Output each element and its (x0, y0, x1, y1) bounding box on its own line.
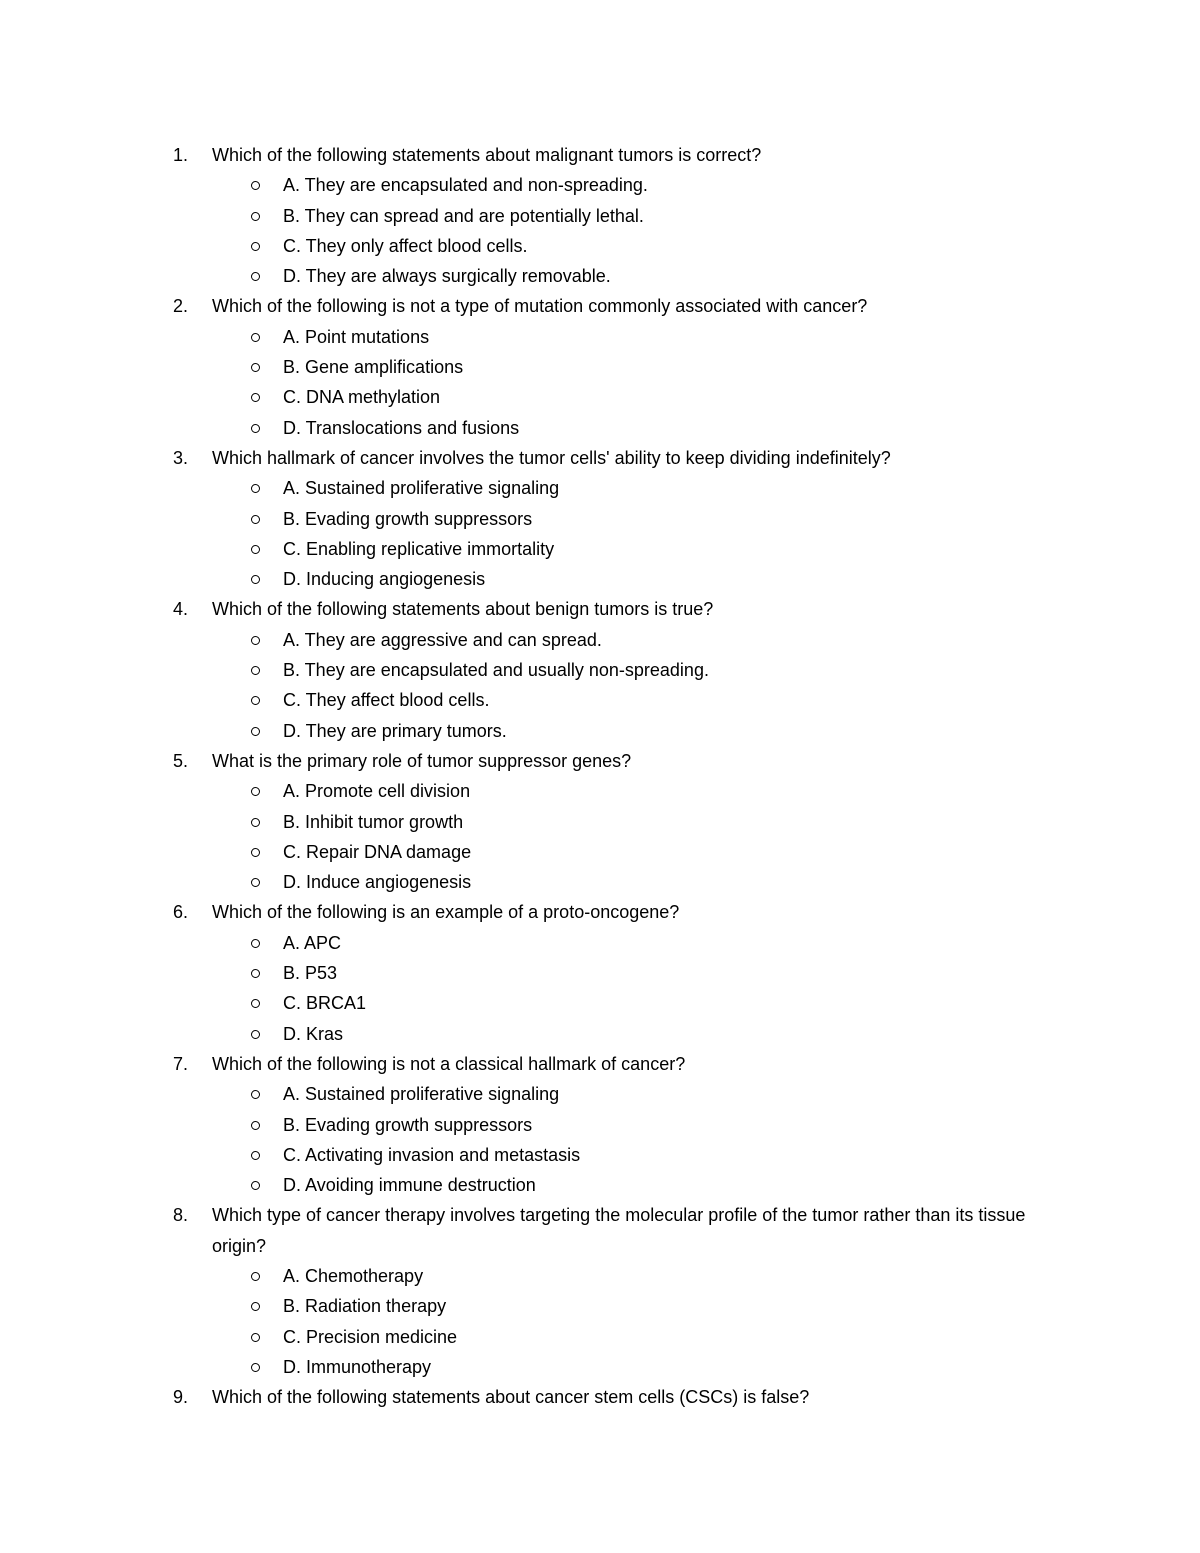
answer-option (0, 261, 1200, 291)
hollow-circle-bullet-icon (251, 666, 260, 675)
question-text: Which type of cancer therapy involves targeting the molecular profile of the tumor rather than its tissue origin? (212, 1205, 1026, 1256)
hollow-circle-bullet-icon (251, 878, 260, 887)
answer-options (0, 322, 1200, 443)
answer-option-text: C. Repair DNA damage (283, 841, 472, 862)
answer-option (0, 504, 1200, 534)
answer-option-text: A. APC (283, 932, 342, 953)
answer-options (0, 928, 1200, 1049)
answer-options (0, 170, 1200, 291)
answer-option-text: C. Enabling replicative immortality (283, 538, 555, 559)
answer-option-text: B. Inhibit tumor growth (283, 811, 464, 832)
answer-option-text: D. They are always surgically removable. (283, 266, 611, 287)
answer-option (0, 958, 1200, 988)
answer-option (0, 1352, 1200, 1382)
hollow-circle-bullet-icon (251, 636, 260, 645)
answer-option-text: D. Avoiding immune destruction (283, 1175, 536, 1196)
answer-option (0, 625, 1200, 655)
question-text: Which of the following is not a classical hallmark of cancer? (212, 1053, 686, 1074)
answer-option (0, 867, 1200, 897)
question-text: Which of the following statements about cancer stem cells (CSCs) is false? (212, 1387, 810, 1408)
answer-options (0, 1079, 1200, 1200)
answer-option-text: A. Promote cell division (283, 781, 471, 802)
question-item (0, 443, 1200, 594)
hollow-circle-bullet-icon (251, 363, 260, 372)
hollow-circle-bullet-icon (251, 515, 260, 524)
question-item (0, 140, 1200, 291)
hollow-circle-bullet-icon (251, 181, 260, 190)
answer-options (0, 1261, 1200, 1382)
answer-option-text: B. Gene amplifications (283, 357, 464, 378)
answer-option-text: A. They are encapsulated and non-spreading. (283, 175, 648, 196)
answer-option-text: C. Precision medicine (283, 1326, 458, 1347)
question-number: 2. (173, 296, 189, 317)
question-item (0, 1382, 1200, 1412)
answer-option-text: B. P53 (283, 963, 338, 984)
question-list (0, 140, 1200, 1412)
hollow-circle-bullet-icon (251, 696, 260, 705)
answer-options (0, 473, 1200, 594)
question-line (0, 140, 1200, 170)
question-item (0, 897, 1200, 1048)
answer-option (0, 1291, 1200, 1321)
question-number: 5. (173, 750, 189, 771)
hollow-circle-bullet-icon (251, 575, 260, 584)
answer-option-text: B. They are encapsulated and usually non-spreading. (283, 660, 709, 681)
answer-option-text: B. Evading growth suppressors (283, 1114, 533, 1135)
answer-option-text: A. Chemotherapy (283, 1265, 424, 1286)
question-text: Which of the following statements about malignant tumors is correct? (212, 145, 762, 165)
answer-option (0, 352, 1200, 382)
answer-option (0, 837, 1200, 867)
question-line (0, 897, 1200, 927)
answer-option-text: D. Translocations and fusions (283, 417, 520, 438)
answer-option (0, 1079, 1200, 1109)
answer-option-text: B. Evading growth suppressors (283, 508, 533, 529)
hollow-circle-bullet-icon (251, 212, 260, 221)
answer-option (0, 807, 1200, 837)
answer-option-text: A. Point mutations (283, 326, 430, 347)
question-number: 1. (173, 145, 189, 165)
question-item (0, 746, 1200, 897)
hollow-circle-bullet-icon (251, 272, 260, 281)
hollow-circle-bullet-icon (251, 393, 260, 402)
hollow-circle-bullet-icon (251, 1030, 260, 1039)
question-number: 7. (173, 1053, 189, 1074)
answer-option (0, 231, 1200, 261)
question-item (0, 291, 1200, 442)
question-number: 6. (173, 902, 189, 923)
question-line (0, 291, 1200, 321)
answer-option (0, 988, 1200, 1018)
answer-option-text: D. Kras (283, 1023, 344, 1044)
answer-option (0, 564, 1200, 594)
answer-option (0, 201, 1200, 231)
hollow-circle-bullet-icon (251, 969, 260, 978)
answer-option (0, 1110, 1200, 1140)
question-line (0, 594, 1200, 624)
answer-option-text: A. Sustained proliferative signaling (283, 1084, 560, 1105)
answer-option-text: C. They only affect blood cells. (283, 235, 528, 256)
hollow-circle-bullet-icon (251, 1121, 260, 1130)
question-number: 3. (173, 447, 189, 468)
answer-option (0, 170, 1200, 200)
hollow-circle-bullet-icon (251, 999, 260, 1008)
hollow-circle-bullet-icon (251, 939, 260, 948)
answer-option-text: B. Radiation therapy (283, 1296, 447, 1317)
answer-option (0, 1170, 1200, 1200)
question-text: Which of the following is not a type of mutation commonly associated with cancer? (212, 296, 868, 317)
question-item (0, 594, 1200, 745)
answer-option (0, 473, 1200, 503)
question-line (0, 746, 1200, 776)
answer-option-text: B. They can spread and are potentially lethal. (283, 205, 644, 226)
answer-options (0, 776, 1200, 897)
answer-option (0, 1019, 1200, 1049)
answer-option-text: C. BRCA1 (283, 993, 367, 1014)
answer-option (0, 716, 1200, 746)
answer-options (0, 625, 1200, 746)
answer-option (0, 685, 1200, 715)
hollow-circle-bullet-icon (251, 727, 260, 736)
question-text: Which of the following is an example of a proto-oncogene? (212, 902, 680, 923)
hollow-circle-bullet-icon (251, 1151, 260, 1160)
answer-option-text: D. Immunotherapy (283, 1356, 432, 1377)
answer-option-text: A. Sustained proliferative signaling (283, 478, 560, 499)
hollow-circle-bullet-icon (251, 1363, 260, 1372)
hollow-circle-bullet-icon (251, 484, 260, 493)
answer-option (0, 413, 1200, 443)
hollow-circle-bullet-icon (251, 1090, 260, 1099)
question-item (0, 1049, 1200, 1200)
question-line (0, 1200, 1200, 1261)
answer-option-text: D. Induce angiogenesis (283, 872, 472, 893)
question-line (0, 443, 1200, 473)
hollow-circle-bullet-icon (251, 545, 260, 554)
hollow-circle-bullet-icon (251, 787, 260, 796)
answer-option-text: A. They are aggressive and can spread. (283, 629, 602, 650)
answer-option-text: C. Activating invasion and metastasis (283, 1144, 581, 1165)
answer-option-text: D. They are primary tumors. (283, 720, 507, 741)
answer-option (0, 1261, 1200, 1291)
hollow-circle-bullet-icon (251, 1333, 260, 1342)
answer-option-text: C. DNA methylation (283, 387, 441, 408)
answer-option-text: C. They affect blood cells. (283, 690, 490, 711)
hollow-circle-bullet-icon (251, 1181, 260, 1190)
question-line (0, 1049, 1200, 1079)
hollow-circle-bullet-icon (251, 1272, 260, 1281)
question-number: 8. (173, 1205, 189, 1226)
question-number: 4. (173, 599, 189, 620)
question-text: Which of the following statements about benign tumors is true? (212, 599, 714, 620)
answer-option (0, 1322, 1200, 1352)
hollow-circle-bullet-icon (251, 1302, 260, 1311)
answer-option (0, 928, 1200, 958)
answer-option (0, 322, 1200, 352)
answer-option (0, 1140, 1200, 1170)
hollow-circle-bullet-icon (251, 333, 260, 342)
hollow-circle-bullet-icon (251, 424, 260, 433)
answer-option (0, 382, 1200, 412)
question-item (0, 1200, 1200, 1382)
question-text: Which hallmark of cancer involves the tumor cells' ability to keep dividing indefinitely? (212, 447, 891, 468)
answer-option (0, 655, 1200, 685)
answer-option (0, 534, 1200, 564)
hollow-circle-bullet-icon (251, 848, 260, 857)
hollow-circle-bullet-icon (251, 818, 260, 827)
answer-option-text: D. Inducing angiogenesis (283, 569, 486, 590)
answer-option (0, 776, 1200, 806)
hollow-circle-bullet-icon (251, 242, 260, 251)
question-text: What is the primary role of tumor suppressor genes? (212, 750, 632, 771)
question-number: 9. (173, 1387, 189, 1408)
question-line (0, 1382, 1200, 1412)
